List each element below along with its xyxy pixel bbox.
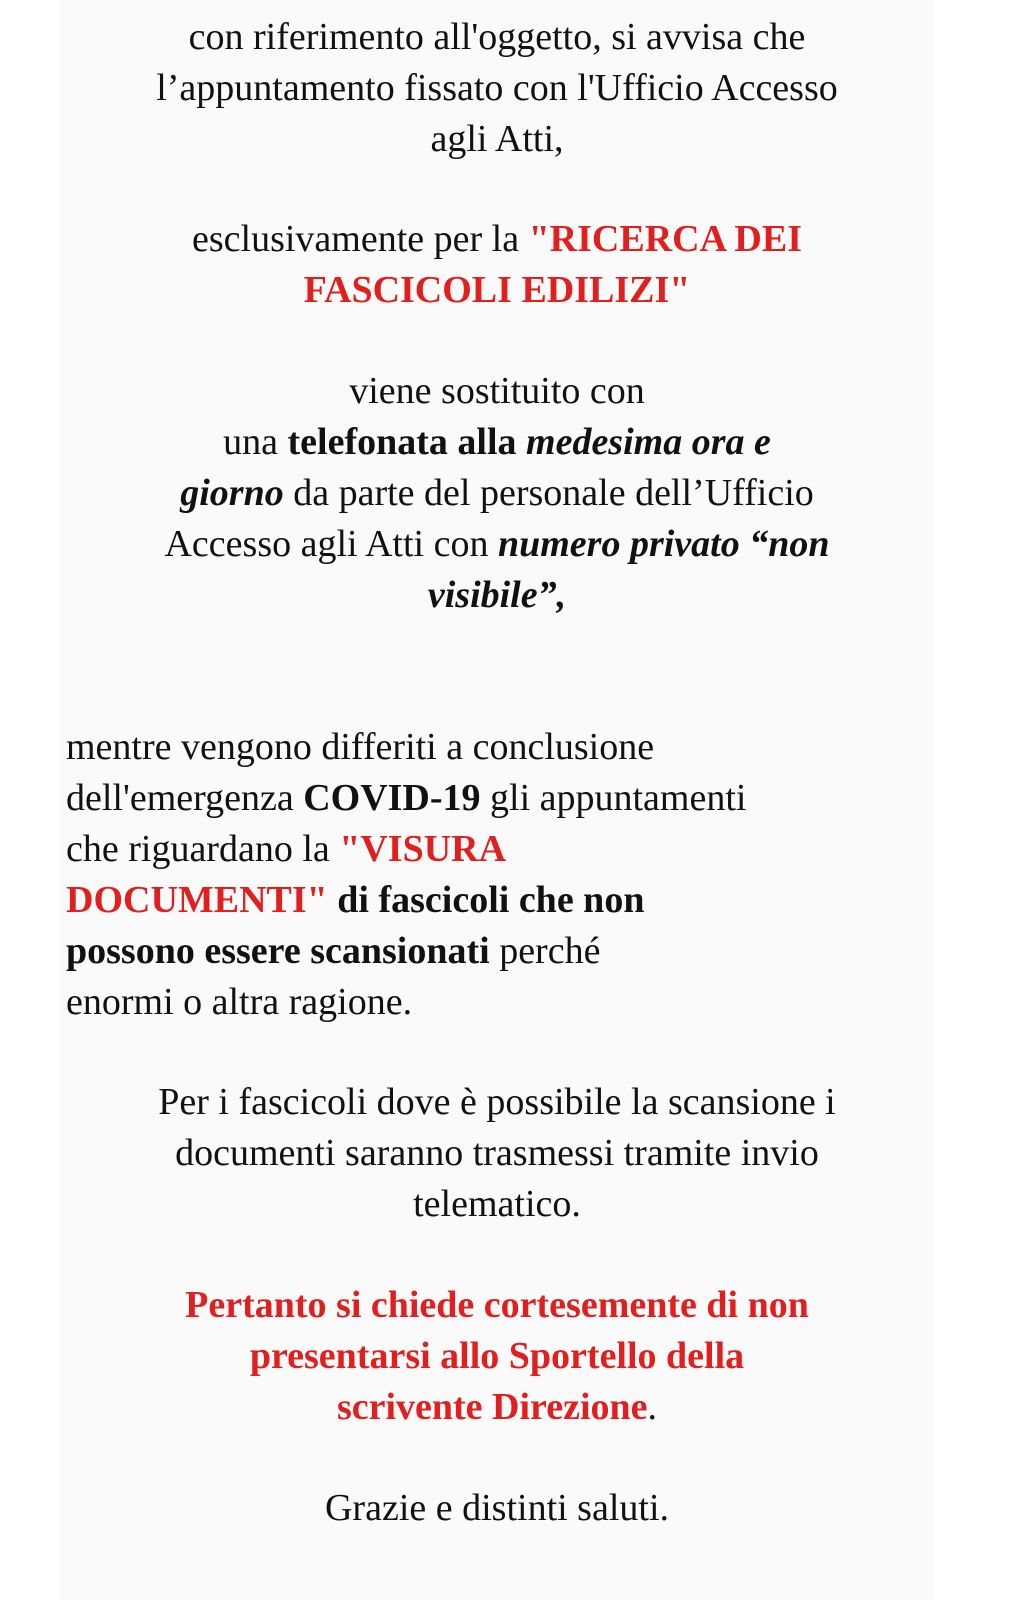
- intro-line-2: l’appuntamento fissato con l'Ufficio Accesso: [156, 67, 838, 109]
- replacement-line-3-bold-italic: giorno: [180, 472, 284, 514]
- request-line-3: scrivente Direzione: [336, 1386, 648, 1428]
- scope-paragraph: [60, 214, 934, 316]
- deferral-line-5-plain: perché: [489, 930, 601, 972]
- intro-line-1: con riferimento all'oggetto, si avvisa che: [188, 16, 806, 58]
- intro-line-3: agli Atti,: [430, 118, 564, 160]
- visura-highlight-1: "VISURA: [339, 828, 507, 870]
- deferral-line-6: enormi o altra ragione.: [66, 981, 413, 1023]
- replacement-line-3-plain: da parte del personale dell’Ufficio: [283, 472, 814, 514]
- closing-greeting: Grazie e distinti saluti.: [324, 1487, 670, 1529]
- request-period: .: [647, 1386, 658, 1428]
- request-line-1: Pertanto si chiede cortesemente di non: [185, 1284, 809, 1326]
- intro-paragraph: [60, 12, 934, 165]
- telematic-line-1: Per i fascicoli dove è possibile la scansione i: [158, 1081, 836, 1123]
- deferral-line-1: mentre vengono differiti a conclusione: [66, 726, 655, 768]
- visura-highlight-2: DOCUMENTI": [66, 879, 328, 921]
- deferral-line-2a: dell'emergenza: [66, 777, 304, 819]
- scope-prefix: esclusivamente per la: [191, 218, 529, 260]
- deferral-line-4-bold: di fascicoli che non: [327, 879, 645, 921]
- notice-document: [60, 0, 934, 1600]
- replacement-line-4-plain: Accesso agli Atti con: [164, 523, 498, 565]
- replacement-paragraph: [60, 366, 934, 621]
- replacement-line-2-bold: telefonata alla: [287, 421, 527, 463]
- replacement-line-2-bold-italic: medesima ora e: [526, 421, 771, 463]
- deferral-line-3-plain: che riguardano la: [66, 828, 340, 870]
- request-line-2: presentarsi allo Sportello della: [249, 1335, 745, 1377]
- deferral-line-2b: gli appuntamenti: [480, 777, 747, 819]
- request-paragraph: [60, 1280, 934, 1433]
- replacement-line-4-bold-italic: numero privato “non: [497, 523, 830, 565]
- scope-highlight-2: FASCICOLI EDILIZI": [303, 269, 691, 311]
- replacement-line-5-bold-italic: visibile”,: [427, 574, 567, 616]
- deferral-line-5-bold: possono essere scansionati: [66, 930, 490, 972]
- replacement-line-1: viene sostituito con: [349, 370, 645, 412]
- telematic-line-2: documenti saranno trasmessi tramite invio: [175, 1132, 819, 1174]
- telematic-line-3: telematico.: [413, 1183, 581, 1225]
- telematic-paragraph: [60, 1077, 934, 1230]
- replacement-line-2-plain: una: [223, 421, 288, 463]
- scope-highlight-1: "RICERCA DEI: [528, 218, 802, 260]
- covid-label: COVID-19: [303, 777, 481, 819]
- deferral-paragraph: [60, 722, 926, 1028]
